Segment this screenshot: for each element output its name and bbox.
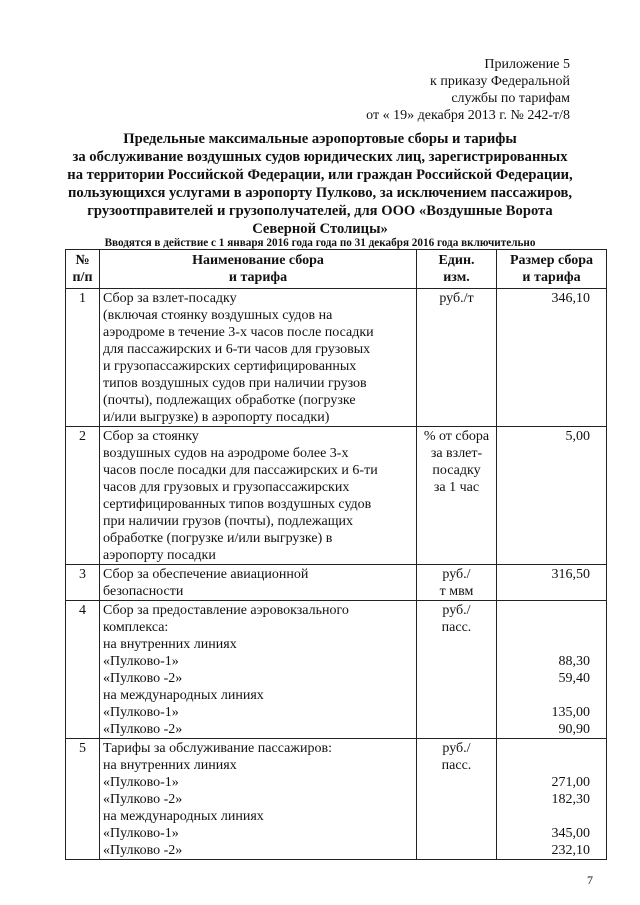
header-num: № п/п: [66, 250, 100, 289]
document-title: [40, 130, 600, 238]
fee-unit: [417, 289, 497, 427]
fee-name: [100, 739, 417, 860]
fee-unit-line: посадку: [432, 463, 481, 478]
annex-line: Приложение 5: [484, 57, 570, 72]
title-line: пользующихся услугами в аэропорту Пулково, за исключением пассажиров,: [67, 185, 573, 201]
fee-value-line: [500, 687, 590, 704]
fee-value-line: 316,50: [551, 567, 590, 582]
table-row: [66, 289, 607, 427]
fee-unit: [417, 739, 497, 860]
fee-unit-line: руб./: [442, 741, 471, 756]
row-number-text: 1: [79, 291, 86, 306]
title-line: Северной Столицы»: [252, 221, 388, 237]
fee-name-line: (почты), подлежащих обработке (погрузке: [103, 393, 356, 408]
fee-name-line: часов после посадки для пассажирских и 6-ти: [103, 463, 378, 478]
fee-value-line: 135,00: [551, 705, 590, 720]
fee-name-line: аэродроме в течение 3-х часов после посадки: [103, 325, 374, 340]
fee-name-line: «Пулково-1»: [103, 705, 179, 720]
title-line: грузоотправителей и грузополучателей, для ООО «Воздушные Ворота: [87, 203, 553, 219]
fee-name-line: «Пулково -2»: [103, 671, 183, 686]
fee-name-line: и/или выгрузке) в аэропорту посадки): [103, 410, 330, 425]
fee-value-line: [500, 602, 590, 619]
fee-value-line: 232,10: [551, 843, 590, 858]
fee-value-line: [500, 740, 590, 757]
fee-value-line: [500, 757, 590, 774]
effective-period: Вводятся в действие с 1 января 2016 года года по 31 декабря 2016 года включительно: [104, 237, 536, 249]
fee-unit-line: пасс.: [441, 620, 472, 635]
table-row: [66, 601, 607, 739]
title-line: на территории Российской Федерации, или граждан Российской Федерации,: [67, 167, 573, 183]
fee-value-line: [500, 619, 590, 636]
fee-name-line: безопасности: [103, 584, 184, 599]
fee-value: [497, 427, 607, 565]
annex-line: службы по тарифам: [451, 91, 570, 106]
page-number: 7: [587, 873, 593, 887]
fee-value-line: [500, 636, 590, 653]
row-number-text: 2: [79, 429, 86, 444]
fee-name-line: обработке (погрузке и/или выгрузке) в: [103, 531, 333, 546]
table-row: [66, 427, 607, 565]
fee-name-line: Тарифы за обслуживание пассажиров:: [103, 741, 332, 756]
title-line: Предельные максимальные аэропортовые сборы и тарифы: [123, 131, 517, 147]
fee-name-line: Сбор за предоставление аэровокзального: [103, 603, 349, 618]
fee-unit: [417, 601, 497, 739]
fee-unit-line: % от сбора: [423, 429, 490, 444]
row-number: [66, 565, 100, 601]
fee-unit: [417, 427, 497, 565]
fee-unit-line: руб./: [442, 603, 471, 618]
fee-name-line: «Пулково-1»: [103, 654, 179, 669]
fees-table: [65, 249, 607, 860]
fee-name-line: (включая стоянку воздушных судов на: [103, 308, 333, 323]
header-unit: Един. изм.: [417, 250, 497, 289]
header-name: Наименование сбора и тарифа: [100, 250, 417, 289]
fee-name-line: аэропорту посадки: [103, 548, 216, 563]
table-row: [66, 565, 607, 601]
title-line: за обслуживание воздушных судов юридических лиц, зарегистрированных: [72, 149, 568, 165]
row-number-text: 4: [79, 603, 86, 618]
annex-line: к приказу Федеральной: [430, 74, 570, 89]
fee-value-line: 182,30: [551, 792, 590, 807]
fee-name-line: на внутренних линиях: [103, 758, 237, 773]
fee-name-line: «Пулково -2»: [103, 792, 183, 807]
fee-value: [497, 739, 607, 860]
fee-name-line: и грузопассажирских сертифицированных: [103, 359, 357, 374]
fee-name-line: Сбор за стоянку: [103, 429, 199, 444]
fee-name: [100, 427, 417, 565]
fee-name-line: «Пулково-1»: [103, 826, 179, 841]
fee-name-line: при наличии грузов (почты), подлежащих: [103, 514, 354, 529]
fee-name-line: для пассажирских и 6-ти часов для грузовых: [103, 342, 371, 357]
fee-value: [497, 601, 607, 739]
fee-name-line: сертифицированных типов воздушных судов: [103, 497, 372, 512]
fee-unit-line: руб./т: [439, 291, 474, 306]
table-row: [66, 739, 607, 860]
fee-unit-line: за 1 час: [433, 480, 480, 495]
annex-reference: [330, 56, 570, 124]
fee-name-line: «Пулково-1»: [103, 775, 179, 790]
table-header-row: [66, 250, 607, 289]
fee-name-line: часов для грузовых и грузопассажирских: [103, 480, 350, 495]
fee-name-line: Сбор за взлет-посадку: [103, 291, 237, 306]
fee-value: [497, 289, 607, 427]
fee-unit-line: за взлет-: [430, 446, 483, 461]
row-number-text: 3: [79, 567, 86, 582]
fee-name-line: на международных линиях: [103, 809, 264, 824]
fee-name-line: на внутренних линиях: [103, 637, 237, 652]
fee-value-line: 5,00: [565, 429, 590, 444]
table-body: [66, 289, 607, 860]
fee-value-line: 345,00: [551, 826, 590, 841]
fee-name-line: комплекса:: [103, 620, 169, 635]
fee-name-line: воздушных судов на аэродроме более 3-х: [103, 446, 349, 461]
fee-name: [100, 289, 417, 427]
fee-name: [100, 601, 417, 739]
fee-name-line: Сбор за обеспечение авиационной: [103, 567, 309, 582]
fee-unit-line: пасс.: [441, 758, 472, 773]
annex-line: от « 19» декабря 2013 г. № 242-т/8: [366, 108, 570, 123]
fee-name: [100, 565, 417, 601]
fee-name-line: типов воздушных судов при наличии грузов: [103, 376, 367, 391]
fee-name-line: на международных линиях: [103, 688, 264, 703]
fee-unit-line: т мвм: [439, 584, 474, 599]
row-number: [66, 739, 100, 860]
fee-value-line: 346,10: [551, 291, 590, 306]
fee-value: [497, 565, 607, 601]
row-number: [66, 427, 100, 565]
row-number-text: 5: [79, 741, 86, 756]
fee-value-line: 88,30: [558, 654, 590, 669]
fee-name-line: «Пулково -2»: [103, 722, 183, 737]
fee-value-line: 59,40: [558, 671, 590, 686]
fee-unit: [417, 565, 497, 601]
fee-value-line: 90,90: [558, 722, 590, 737]
header-value: Размер сбора и тарифа: [497, 250, 607, 289]
fee-value-line: 271,00: [551, 775, 590, 790]
row-number: [66, 601, 100, 739]
fee-unit-line: руб./: [442, 567, 471, 582]
row-number: [66, 289, 100, 427]
fee-value-line: [500, 808, 590, 825]
fee-name-line: «Пулково -2»: [103, 843, 183, 858]
